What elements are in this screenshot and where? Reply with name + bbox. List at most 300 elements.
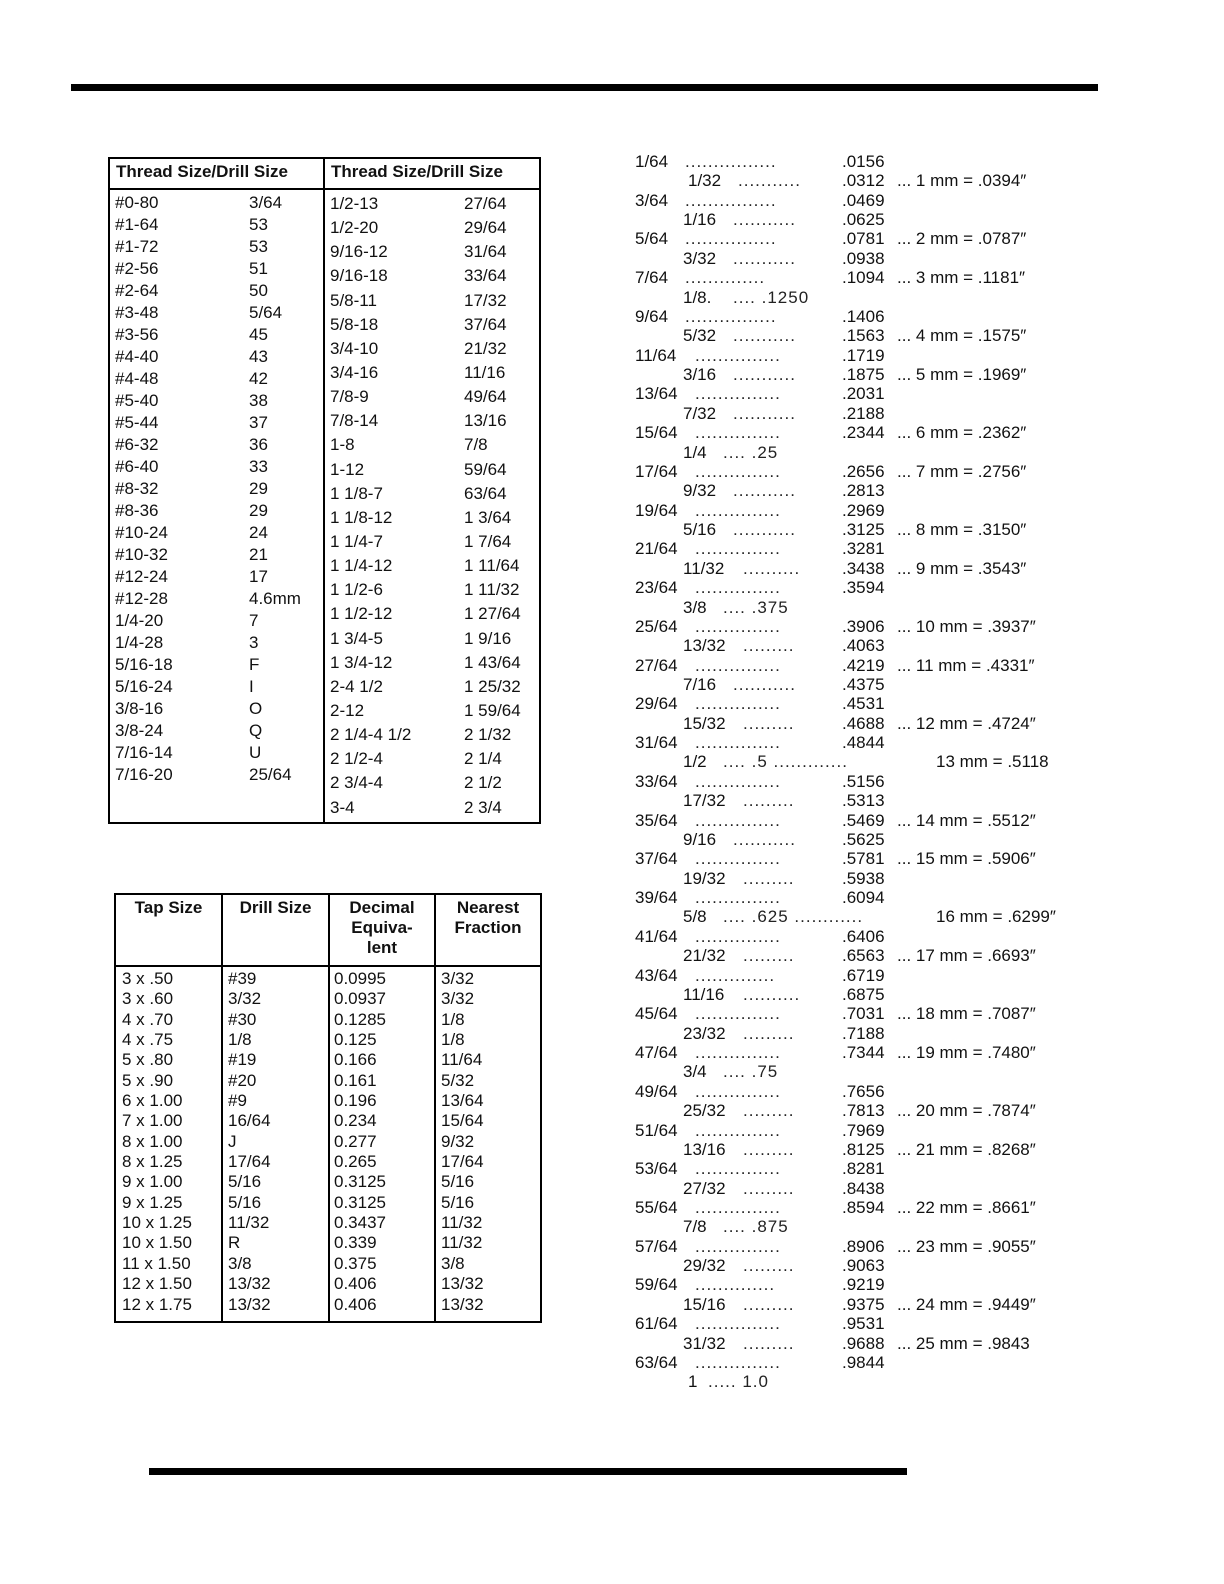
leader-dots: ............... [695,1120,781,1140]
decimal-equivalent: 0.3125 [334,1192,386,1212]
decimal-value: .1094 [842,268,885,288]
conversion-row [628,1295,1088,1315]
drill-size: 31/64 [464,242,507,262]
thread-size: #6-40 [115,457,159,476]
leader-dots: ................ [685,229,777,249]
mm-equivalent: ... 24 mm = .9449″ [897,1294,1036,1314]
fraction: 3/4 [683,1062,707,1082]
decimal-value: .9688 [842,1333,885,1353]
table-row [115,632,320,654]
conversion-row [628,462,1088,482]
conversion-row [628,152,1088,172]
tap-size: 9 x 1.00 [122,1172,183,1192]
nearest-fraction: 3/32 [441,969,475,988]
drill-size: 17/32 [464,290,507,310]
leader-dots: .... .375 [723,597,789,617]
conversion-row [628,229,1088,249]
table-row [330,747,535,771]
decimal-equivalent: 0.3125 [334,1172,386,1192]
table-row [116,1274,540,1294]
conversion-row [628,539,1088,559]
table-row [330,675,535,699]
nearest-fraction: 1/8 [441,1030,465,1050]
leader-dots: ............... [695,1352,781,1372]
fraction: 13/32 [683,636,726,656]
conversion-row [628,249,1088,269]
table-row [115,412,320,434]
nearest-fraction: 5/16 [441,1172,475,1192]
drill-size: #9 [228,1091,247,1111]
decimal-value: .9063 [842,1256,885,1276]
mm-equivalent: ... 2 mm = .0787″ [897,229,1027,249]
drill-size: #30 [228,1009,257,1029]
fraction: 11/16 [683,984,725,1004]
fraction: 11/64 [635,345,677,365]
fraction: 53/64 [635,1159,678,1179]
fraction: 5/32 [683,326,717,346]
table-row [116,1152,540,1172]
conversion-row [628,365,1088,385]
nearest-fraction: 11/64 [441,1050,483,1070]
drill-size: 3/32 [228,989,262,1009]
fraction: 3/16 [683,365,717,385]
table-row [116,1010,540,1030]
mm-equivalent: ... 12 mm = .4724″ [897,713,1036,733]
fraction: 15/64 [635,423,678,443]
leader-dots: ........... [733,520,796,540]
table-row [330,458,535,482]
drill-size: 1 25/32 [464,676,521,696]
thread-size: 9/16-12 [330,242,388,262]
leader-dots: ............... [695,461,781,481]
drill-size: 43 [249,347,268,366]
conversion-row [628,443,1088,463]
leader-dots: ............... [695,500,781,520]
bottom-rule [149,1468,907,1475]
mm-equivalent: ... 4 mm = .1575″ [897,326,1027,346]
decimal-value: .6094 [842,888,885,908]
decimal-equivalent: 0.277 [334,1131,377,1151]
table-row [330,530,535,554]
conversion-row [628,811,1088,831]
thread-size: 5/16-24 [115,677,173,696]
nearest-fraction: 3/8 [441,1253,465,1273]
fraction: 5/16 [683,520,717,540]
table-row [116,1132,540,1152]
drill-size: 11/32 [228,1213,270,1233]
drill-size: 1 27/64 [464,604,521,624]
nearest-fraction: 11/32 [441,1233,483,1253]
leader-dots: ............... [695,423,781,443]
leader-dots: ............... [695,578,781,598]
leader-dots: ............... [695,384,781,404]
fraction: 27/32 [683,1178,726,1198]
decimal-value: .3438 [842,558,885,578]
conversion-row [628,1314,1088,1334]
nearest-fraction: 3/32 [441,989,475,1009]
table-row [115,742,320,764]
conversion-row [628,598,1088,618]
decimal-value: .0625 [842,210,885,230]
tap-size: 5 x .90 [122,1070,174,1090]
tap-size: 10 x 1.50 [122,1233,192,1253]
conversion-row [628,656,1088,676]
decimal-value: .7031 [842,1004,885,1024]
thread-size: 7/8-9 [330,387,369,407]
fraction: 47/64 [635,1043,678,1063]
decimal-value: .8594 [842,1197,885,1217]
table-row [330,289,535,313]
mm-equivalent: 16 mm = .6299″ [936,907,1056,927]
decimal-value: .3125 [842,520,885,540]
drill-size: 2 1/32 [464,725,512,745]
drill-size: O [249,699,263,718]
leader-dots: ......... [743,636,795,656]
leader-dots: ............... [695,694,781,714]
table-row [330,627,535,651]
thread-size: 1/4-20 [115,611,164,630]
leader-dots: ............... [695,771,781,791]
conversion-row [628,326,1088,346]
fraction: 39/64 [635,888,678,908]
drill-size: 17/64 [228,1152,271,1172]
conversion-row [628,307,1088,327]
table-row [330,699,535,723]
table-row [115,302,320,324]
decimal-value: .5625 [842,829,885,849]
mm-equivalent: ... 20 mm = .7874″ [897,1101,1036,1121]
table-row [116,1233,540,1253]
header-rule [110,188,539,190]
fraction: 61/64 [635,1314,678,1334]
thread-size: 3/8-24 [115,721,164,740]
drill-size: 13/32 [228,1294,271,1314]
table-row [330,482,535,506]
table-row [330,651,535,675]
thread-size: 3/4-10 [330,338,379,358]
mm-equivalent: 13 mm = .5118 [936,752,1049,772]
conversion-row [628,617,1088,637]
decimal-value: .6875 [842,984,885,1004]
fraction: 7/8 [683,1217,707,1237]
drill-size: 59/64 [464,459,507,479]
drill-size: 29 [249,501,268,520]
conversion-row [628,752,1088,772]
leader-dots: ......... [743,1101,795,1121]
tap-size: 9 x 1.25 [122,1192,183,1212]
thread-size: 1 1/8-12 [330,507,393,527]
thread-size: #5-40 [115,391,159,410]
conversion-row [628,1179,1088,1199]
conversion-row [628,384,1088,404]
drill-size: F [249,655,260,674]
decimal-equivalent-header [330,898,434,958]
table-row [330,192,535,216]
table-row [115,390,320,412]
drill-size: 27/64 [464,194,507,213]
nearest-fraction: 5/16 [441,1192,475,1212]
conversion-row [628,830,1088,850]
table-row [330,216,535,240]
conversion-row [628,404,1088,424]
table-row [115,214,320,236]
table-row [115,500,320,522]
fraction: 45/64 [635,1004,678,1024]
decimal-equivalent: 0.0995 [334,969,386,988]
leader-dots: ............... [695,1081,781,1101]
table-row [115,610,320,632]
table-row [115,588,320,610]
fraction: 5/8 [683,907,707,927]
table-row [115,544,320,566]
table-row [116,1111,540,1131]
drill-size: 24 [249,523,268,542]
drill-size: 7 [249,611,259,630]
tap-size: 4 x .75 [122,1030,174,1050]
leader-dots: .... .75 [723,1062,779,1082]
thread-size: #3-56 [115,325,159,344]
conversion-row [628,1217,1088,1237]
tap-table-body [116,969,540,1315]
thread-size: 1-8 [330,435,355,455]
nearest-fraction: 13/64 [441,1091,484,1111]
drill-size: 33 [249,457,268,476]
decimal-value: .9844 [842,1352,885,1372]
leader-dots: ......... [743,791,795,811]
drill-size: 13/32 [228,1274,271,1294]
decimal-value: .4531 [842,694,885,714]
leader-dots: ......... [743,1333,795,1353]
leader-dots: .... .1250 [733,287,810,307]
table-row [115,698,320,720]
conversion-row [628,1062,1088,1082]
table-row [330,361,535,385]
decimal-value: .9531 [842,1314,885,1334]
fraction: 21/32 [683,946,726,966]
fraction: 25/32 [683,1101,726,1121]
leader-dots: ........... [733,829,796,849]
drill-size: 5/16 [228,1192,262,1212]
decimal-value: .5313 [842,791,885,811]
fraction: 1/8. [683,287,712,307]
decimal-value: .2813 [842,481,885,501]
fraction: 7/16 [683,674,717,694]
decimal-header-line: lent [366,938,398,957]
conversion-row [628,1121,1088,1141]
thread-size: #6-32 [115,435,159,454]
decimal-value: .3281 [842,539,885,559]
mm-equivalent: ... 19 mm = .7480″ [897,1043,1036,1063]
table-row [115,346,320,368]
decimal-equivalent: 0.125 [334,1030,377,1050]
leader-dots: ......... [743,713,795,733]
thread-size: 7/8-14 [330,411,379,431]
conversion-row [628,869,1088,889]
decimal-equivalent: 0.375 [334,1253,377,1273]
thread-size: #4-40 [115,347,159,366]
drill-size: R [228,1233,241,1253]
tap-size: 11 x 1.50 [122,1253,191,1273]
conversion-row [628,1159,1088,1179]
drill-size: 50 [249,281,268,300]
leader-dots: ..... 1.0 [708,1372,769,1392]
table-row [330,771,535,795]
mm-equivalent: ... 21 mm = .8268″ [897,1139,1036,1159]
fraction-header-line: Fraction [454,918,522,937]
metric-tap-drill-table [114,893,542,1323]
nearest-fraction: 13/32 [441,1294,484,1314]
drill-size: #39 [228,969,257,988]
thread-size: 3/4-16 [330,362,379,382]
mm-equivalent: ... 10 mm = .3937″ [897,616,1036,636]
conversion-row [628,636,1088,656]
table-row [330,433,535,457]
header-rule [116,965,540,967]
fraction: 1/16 [683,210,717,230]
table-row [115,236,320,258]
drill-size: J [228,1131,237,1151]
fraction: 49/64 [635,1081,678,1101]
leader-dots: .......... [743,558,801,578]
leader-dots: ............... [695,1043,781,1063]
table-row [115,280,320,302]
leader-dots: ............... [695,1004,781,1024]
drill-size: 1 7/64 [464,531,512,551]
table-row [330,506,535,530]
leader-dots: ............... [695,1236,781,1256]
drill-size: 29 [249,479,268,498]
thread-size: #12-28 [115,589,168,608]
table-row [116,969,540,989]
fraction: 25/64 [635,616,678,636]
fraction: 1/64 [635,152,669,171]
fraction: 1/4 [683,442,707,462]
tap-size-header: Tap Size [134,898,203,917]
decimal-value: .5781 [842,849,885,869]
fraction: 7/64 [635,268,669,288]
conversion-row [628,791,1088,811]
nearest-fraction-header [436,898,540,938]
top-rule [71,84,1098,91]
fraction: 1 [688,1372,698,1392]
table-row [115,434,320,456]
conversion-row [628,694,1088,714]
decimal-value: .0781 [842,229,885,249]
leader-dots: ........... [738,171,801,191]
decimal-value: .3906 [842,616,885,636]
thread-size: #4-48 [115,369,159,388]
thread-size: 1/2-20 [330,218,379,238]
decimal-value: .0469 [842,190,885,210]
table-row [330,385,535,409]
leader-dots: ........... [733,210,796,230]
conversion-row [628,1101,1088,1121]
conversion-row [628,1275,1088,1295]
tap-size: 8 x 1.00 [122,1131,183,1151]
decimal-value: .5938 [842,868,885,888]
table-row [330,337,535,361]
conversion-row [628,1372,1088,1392]
decimal-value: .7969 [842,1120,885,1140]
decimal-value: .5469 [842,810,885,830]
decimal-value: .0312 [842,171,885,191]
table-row [115,456,320,478]
decimal-value: .8438 [842,1178,885,1198]
decimal-value: .5156 [842,771,885,791]
mm-equivalent: ... 8 mm = .3150″ [897,520,1027,540]
drill-size: 3 [249,633,259,652]
thread-size: 2-12 [330,700,365,720]
fraction: 57/64 [635,1236,678,1256]
decimal-value: .4375 [842,674,885,694]
leader-dots: ................ [685,190,777,210]
fraction: 31/32 [683,1333,726,1353]
leader-dots: ......... [743,1178,795,1198]
decimal-value: .1563 [842,326,885,346]
decimal-value: .8281 [842,1159,885,1179]
conversion-row [628,1043,1088,1063]
drill-size: 1/8 [228,1030,252,1050]
drill-size: I [249,677,254,696]
thread-size: 2 1/4-4 1/2 [330,725,412,745]
drill-size: 5/64 [249,303,283,322]
thread-size: 3-4 [330,797,355,817]
table-row [115,764,320,786]
leader-dots: .... .625 ............ [723,907,864,927]
conversion-row [628,772,1088,792]
decimal-value: .6406 [842,926,885,946]
decimal-value: .4219 [842,655,885,675]
leader-dots: ........... [733,365,796,385]
table-row [115,368,320,390]
conversion-row [628,1334,1088,1354]
thread-size: 1/2-13 [330,194,379,213]
thread-size: 5/16-18 [115,655,173,674]
table-row [115,192,320,214]
thread-size: 1 1/8-7 [330,483,383,503]
decimal-header-line: Decimal [349,898,415,917]
leader-dots: ............... [695,1159,781,1179]
thread-size: #1-72 [115,237,159,256]
fraction: 9/16 [683,829,717,849]
drill-size: 49/64 [464,387,507,407]
mm-equivalent: ... 3 mm = .1181″ [897,268,1026,288]
leader-dots: ......... [743,1256,795,1276]
nearest-fraction: 15/64 [441,1111,484,1131]
drill-size: 33/64 [464,266,507,286]
fraction: 13/16 [683,1139,726,1159]
thread-size: 5/8-11 [330,290,377,310]
fraction: 35/64 [635,810,678,830]
table-row [330,313,535,337]
drill-size-header: Drill Size [239,898,312,917]
conversion-row [628,346,1088,366]
decimal-value: .1719 [842,345,885,365]
leader-dots: .............. [695,1275,776,1295]
tap-size: 6 x 1.00 [122,1091,183,1111]
drill-size: 21 [249,545,268,564]
fraction: 21/64 [635,539,678,559]
fraction: 51/64 [635,1120,678,1140]
decimal-equivalent: 0.196 [334,1091,377,1111]
table-row [330,554,535,578]
decimal-value: .9219 [842,1275,885,1295]
fraction: 3/64 [635,190,669,210]
drill-size: 2 1/2 [464,773,502,793]
drill-size: 4.6mm [249,589,301,608]
decimal-value: .2188 [842,403,885,423]
leader-dots: .... .5 ............. [723,752,848,772]
